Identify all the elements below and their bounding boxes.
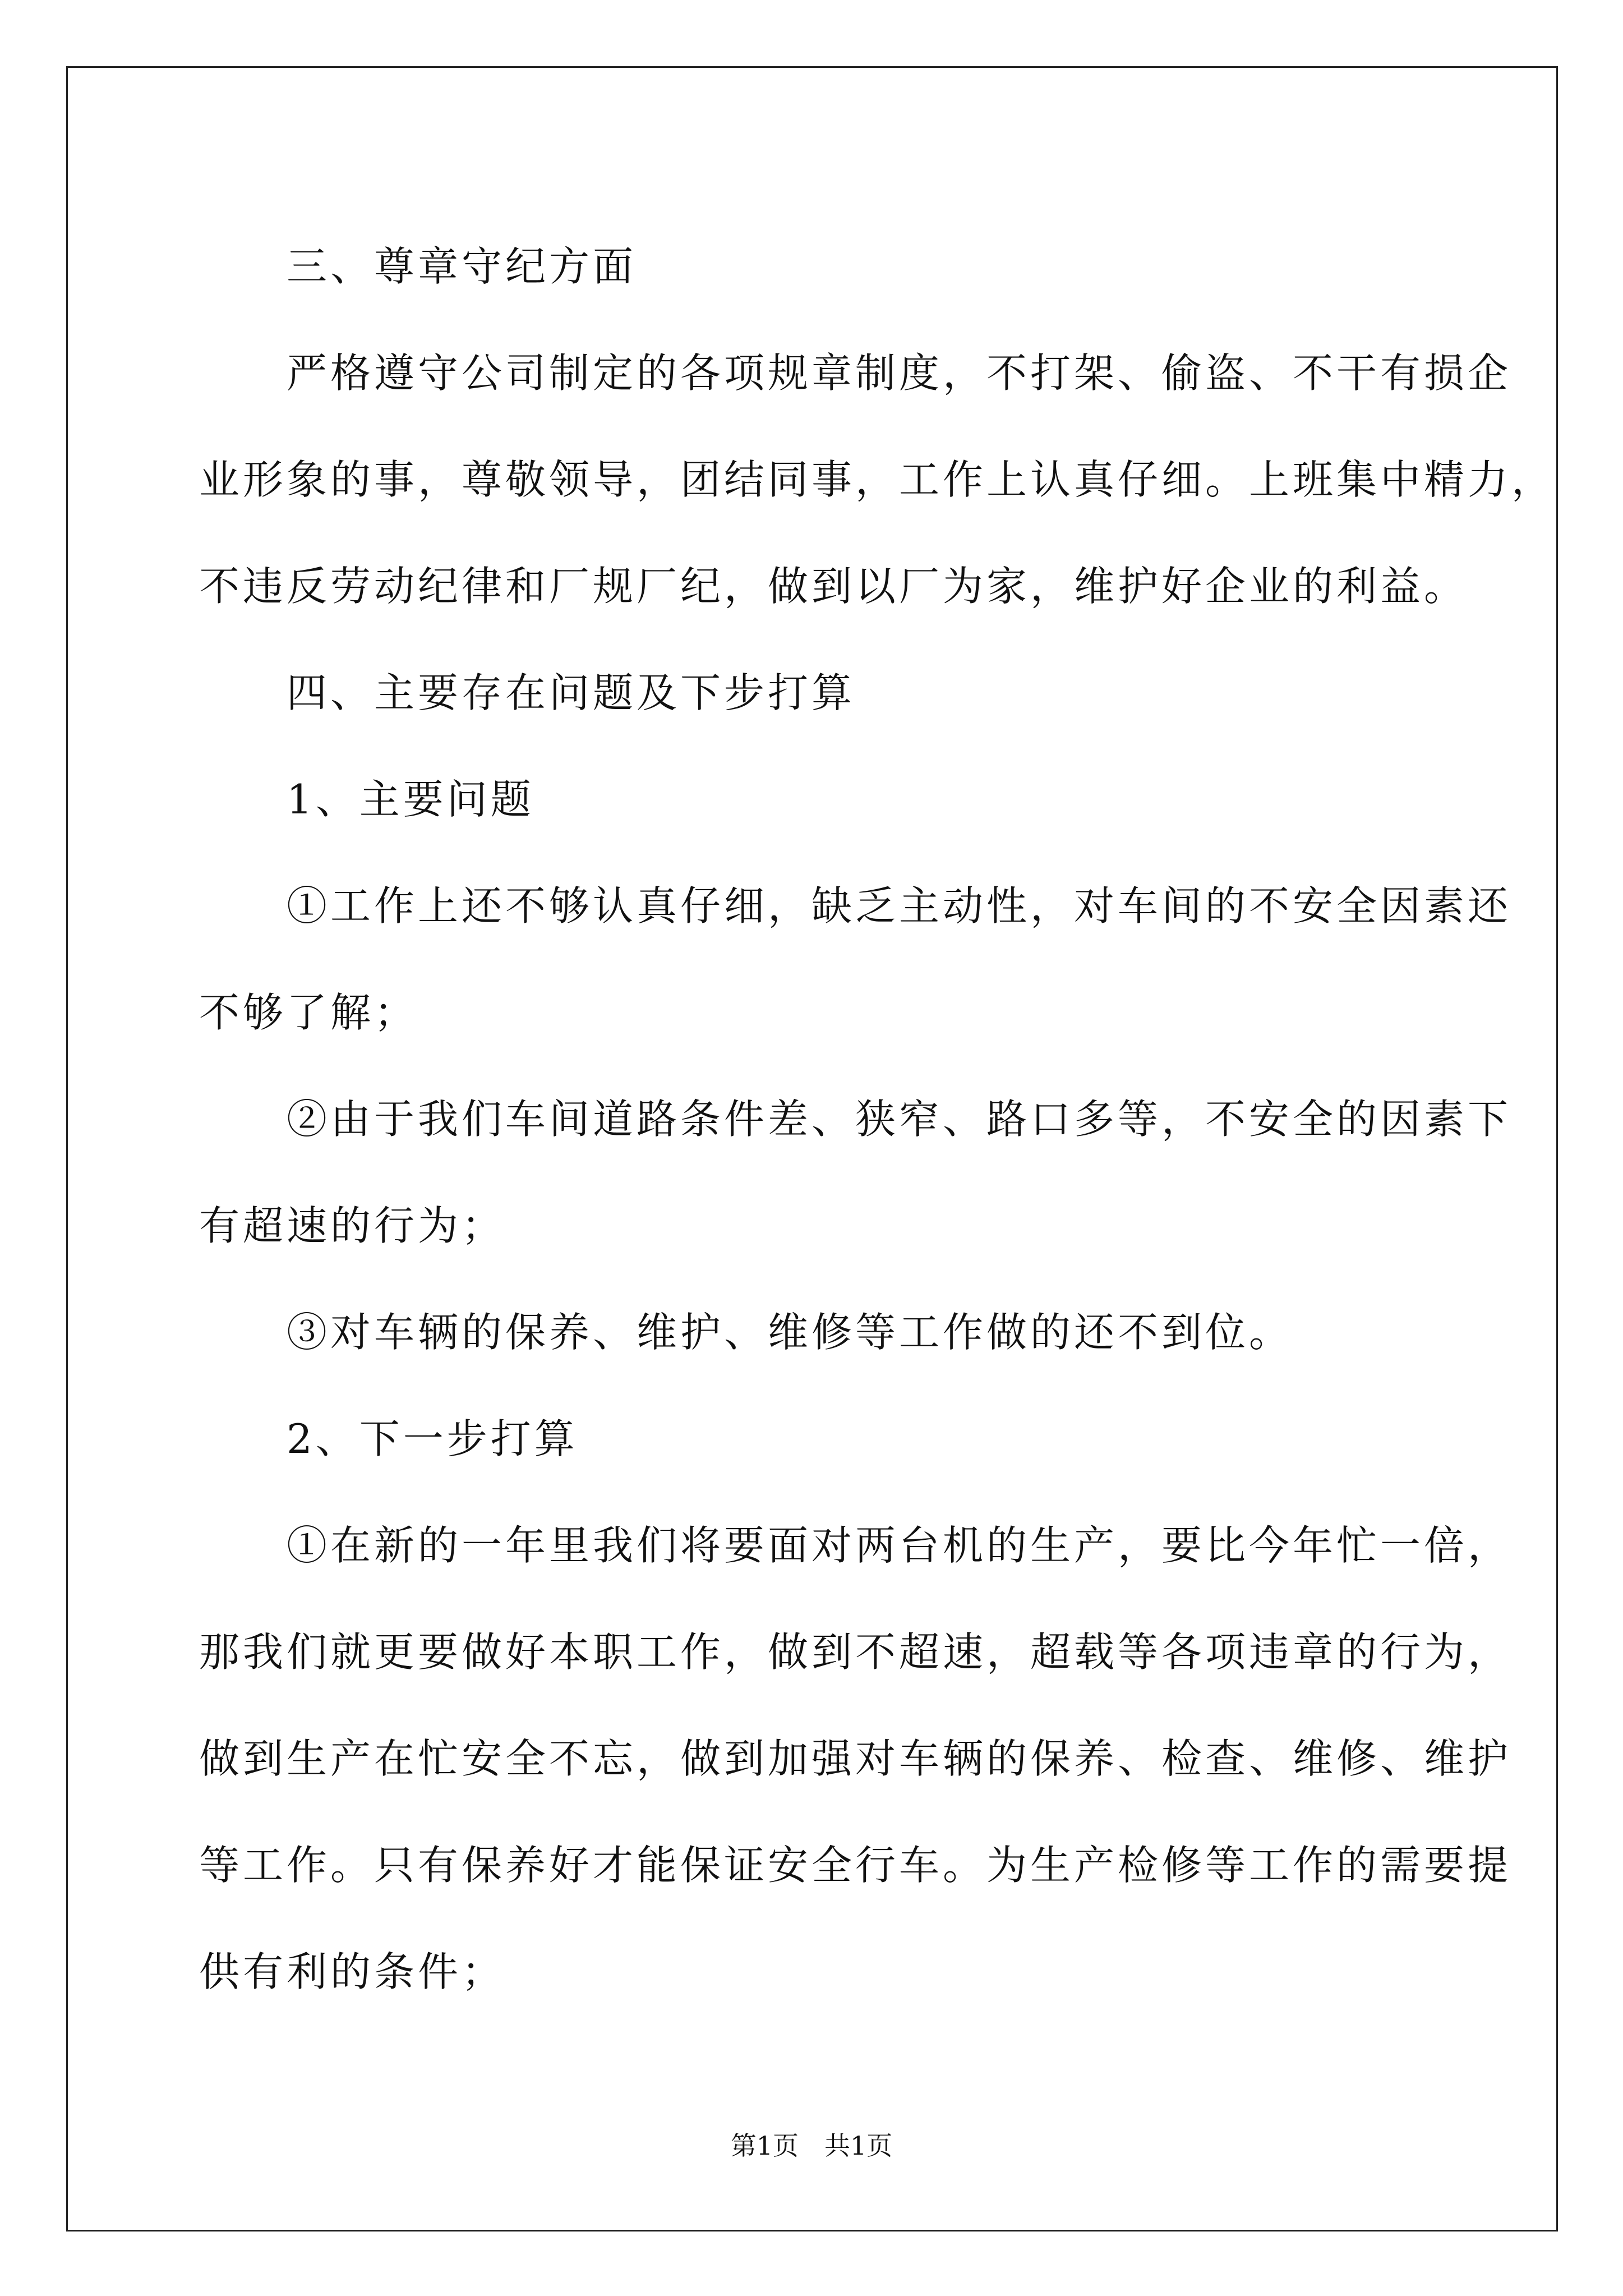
text-line: 那我们就更要做好本职工作，做到不超速，超载等各项违章的行为， [199, 1628, 1512, 1676]
text-line: 业形象的事，尊敬领导，团结同事，工作上认真仔细。上班集中精力， [199, 456, 1556, 503]
subsection-heading: 1、主要问题 [199, 776, 534, 823]
text-line: ①工作上还不够认真仔细，缺乏主动性，对车间的不安全因素还 [199, 882, 1512, 930]
text-line: ③对车辆的保养、维护、维修等工作做的还不到位。 [199, 1309, 1293, 1356]
text-line: 做到生产在忙安全不忘，做到加强对车辆的保养、检查、维修、维护 [199, 1735, 1512, 1782]
text-line: 供有利的条件； [199, 1948, 506, 1995]
document-body [199, 213, 1556, 2025]
subsection-heading: 2、下一步打算 [199, 1415, 578, 1462]
text-line: ①在新的一年里我们将要面对两台机的生产，要比今年忙一倍， [199, 1522, 1512, 1569]
text-line: 严格遵守公司制定的各项规章制度，不打架、偷盗、不干有损企 [199, 349, 1512, 397]
section-heading: 四、主要存在问题及下步打算 [199, 669, 856, 716]
text-line: 有超速的行为； [199, 1202, 506, 1249]
text-line: ②由于我们车间道路条件差、狭窄、路口多等，不安全的因素下 [199, 1096, 1512, 1143]
text-line: 等工作。只有保养好才能保证安全行车。为生产检修等工作的需要提 [199, 1842, 1512, 1889]
text-line: 不违反劳动纪律和厂规厂纪，做到以厂为家，维护好企业的利益。 [199, 563, 1468, 610]
text-line: 不够了解； [199, 989, 418, 1036]
page-number-footer: 第1页 共1页 [730, 2131, 893, 2161]
section-heading: 三、尊章守纪方面 [199, 243, 637, 290]
